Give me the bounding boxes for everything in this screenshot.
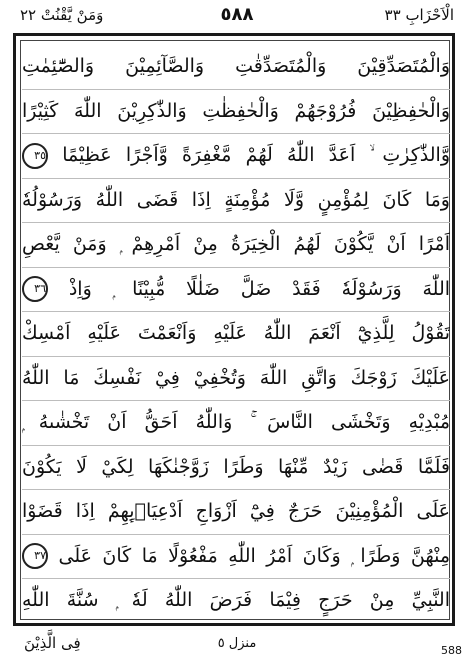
text-line: عَلَيْكَ زَوْجَكَ وَاتَّقِ اللّٰهَ وَتُخْفِيْ فِيْ نَفْسِكَ مَا اللّٰهُ (22, 366, 450, 389)
surah-name: الْاَحْزَابِ ٣٣ (384, 6, 454, 24)
catchword: فِى الَّذِيْنَ (24, 634, 81, 652)
page-number: ٥٨٨ (220, 4, 254, 25)
text-line: مِنْهُنَّ وَطَرًا ۭ وَكَانَ اَمْرُ اللّٰهِ مَفْعُوْلًا مَا كَانَ عَلَى ٣٧ (22, 535, 450, 577)
text-line: وَالْحٰفِظِيْنَ فُرُوْجَهُمْ وَالْحٰفِظٰتِ وَالذّٰكِرِيْنَ اللّٰهَ كَثِيْرًا (22, 99, 450, 122)
ayah-marker: ٣٥ (22, 143, 48, 169)
page-header (0, 0, 474, 32)
text-line: مُبْدِيْهِ وَتَخْشَى النَّاسَ ۚ وَاللّٰهُ اَحَقُّ اَنْ تَخْشٰىهُ ۭ (22, 411, 450, 433)
text-line: اللّٰهَ وَرَسُوْلَهٗ فَقَدْ ضَلَّ ضَلٰلًا مُّبِيْنًا ۭ وَاِذْ ٣٦ (22, 268, 450, 310)
text-line: تَقُوْلُ لِلَّذِيْٓ اَنْعَمَ اللّٰهُ عَلَيْهِ وَاَنْعَمْتَ عَلَيْهِ اَمْسِكْ (22, 322, 450, 344)
manzil-label: منزل ٥ (217, 636, 257, 651)
ayah-marker: ٣٦ (22, 276, 48, 302)
text-line: وَمَا كَانَ لِمُؤْمِنٍ وَّلَا مُؤْمِنَةٍ اِذَا قَضَى اللّٰهُ وَرَسُوْلُهٗ (22, 188, 450, 211)
ayah-marker: ٣٧ (22, 543, 48, 569)
page-number-latin: 588 (441, 644, 462, 657)
text-line: اَمْرًا اَنْ يَّكُوْنَ لَهُمُ الْخِيَرَةُ مِنْ اَمْرِهِمْ ۭ وَمَنْ يَّعْصِ (22, 233, 450, 255)
text-line: وَّالذّٰكِرٰتِ ۙ اَعَدَّ اللّٰهُ لَهُمْ مَّغْفِرَةً وَّاَجْرًا عَظِيْمًا ٣٥ (22, 134, 450, 176)
text-line: فَلَمَّا قَضٰى زَيْدٌ مِّنْهَا وَطَرًا زَوَّجْنٰكَهَا لِكَيْ لَا يَكُوْنَ (22, 455, 450, 478)
text-line: وَالْمُتَصَدِّقِيْنَ وَالْمُتَصَدِّقٰتِ وَالصَّآئِمِيْنَ وَالصّٰٓئِمٰتِ (22, 55, 450, 77)
text-line: عَلَى الْمُؤْمِنِيْنَ حَرَجٌ فِيْٓ اَزْوَاجِ اَدْعِيَاۗىِٕهِمْ اِذَا قَضَوْا (22, 500, 450, 522)
text-line: النَّبِيِّ مِنْ حَرَجٍ فِيْمَا فَرَضَ اللّٰهُ لَهٗ ۭ سُنَّةَ اللّٰهِ (22, 589, 450, 611)
juz-name: وَمَنْ يَّقْنُتْ ٢٢ (20, 6, 104, 24)
